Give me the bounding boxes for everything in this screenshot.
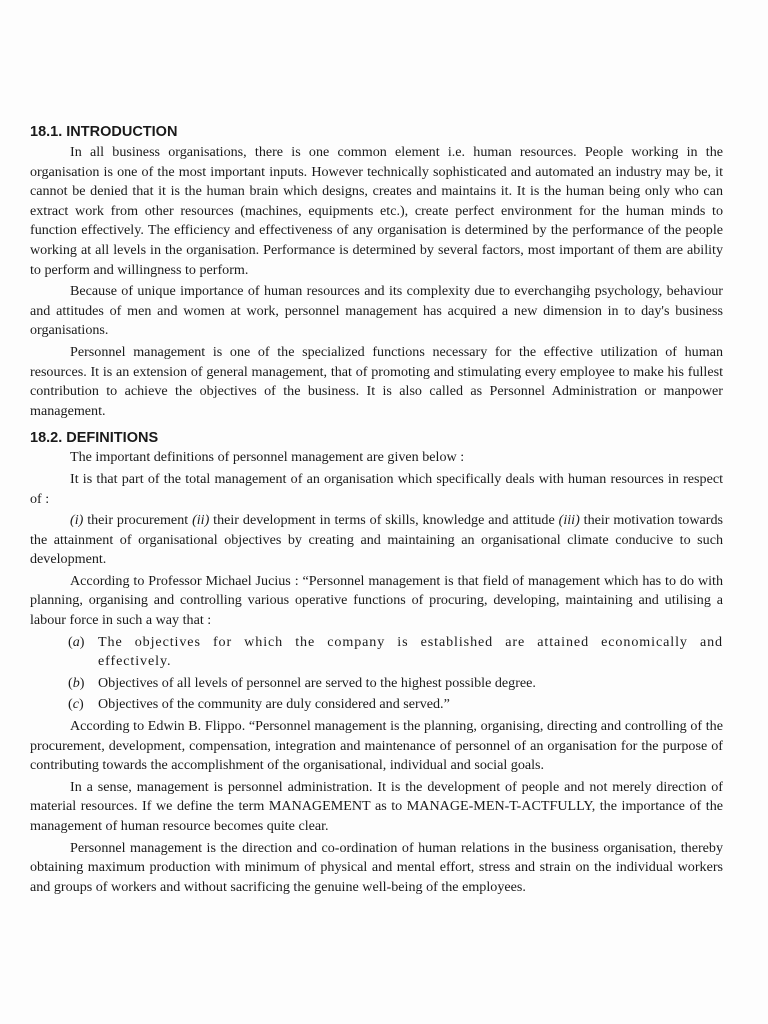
personnel-direction-paragraph: Personnel management is the direction and co-ordination of human relations in the business organisation, thereby obtaining maximum production with minimum of physical and mental effort, stress and strain on the individual workers and groups of workers and without sacrificing the genuine well-being of the employees. — [30, 839, 723, 895]
part-procurement: their procurement — [83, 512, 193, 529]
management-sense-paragraph: In a sense, management is personnel administration. It is the development of people and not merely direction of material resources. If we define the term MANAGEMENT as to MANAGE-MEN-T-ACTFULLY, the importance of the management of human resource becomes quite clear. — [30, 778, 723, 834]
list-item — [30, 674, 723, 694]
list-marker: (b) — [68, 674, 85, 691]
intro-paragraph-1: In all business organisations, there is one common element i.e. human resources. People working in the organisation is one of the most important inputs. However technically sophisticated and automated an industry may be, it cannot be denied that it is the human brain which designs, creates and maintains it. It is the human being only who can extract work from other resources (machines, equipments etc.), create perfect environment for the human minds to function effectively. The efficiency and effectiveness of any organisation is determined by the performance of the people working at all levels in the organisation. Performance is determined by several factors, most important of them are ability to perform and willingness to perform. — [30, 144, 723, 278]
list-item-text: The objectives for which the company is established are attained economically and effectively. — [98, 633, 723, 670]
list-marker: (a) — [68, 633, 85, 650]
definition-1: It is that part of the total management of an organisation which specifically deals with human resources in respect of : — [30, 470, 723, 507]
list-item-text: Objectives of all levels of personnel are served to the highest possible degree. — [98, 674, 536, 691]
list-marker: (c) — [68, 696, 84, 713]
definition-1-parts — [30, 511, 723, 570]
list-item-text: Objectives of the community are duly considered and served.” — [98, 696, 450, 713]
jucius-definition: According to Professor Michael Jucius : “Personnel management is that field of management which has to do with planning, organising and controlling various operative functions of procuring, developing, maintaining and utilising a labour force in such a way that : — [30, 572, 723, 629]
list-item — [30, 633, 723, 672]
part-motivation: their motivation towards the attainment of organisational objectives by creating and maintaining an organisational climate conducive to such development. — [30, 512, 723, 568]
part-development: their development in terms of skills, knowledge and attitude — [209, 512, 559, 529]
document-page — [30, 122, 723, 897]
intro-paragraph-3: Personnel management is one of the specialized functions necessary for the effective utilization of human resources. It is an extension of general management, that of promoting and stimulating every employee to make his fullest contribution to achieve the objectives of the business. It is also called as Personnel Administration or manpower management. — [30, 343, 723, 419]
section-heading-definitions: 18.2. DEFINITIONS — [30, 430, 159, 447]
marker-ii: (ii) — [192, 512, 210, 529]
marker-iii: (iii) — [558, 512, 580, 529]
jucius-objectives-list — [30, 633, 723, 715]
intro-paragraph-2: Because of unique importance of human resources and its complexity due to everchangihg psychology, behaviour and attitudes of men and women at work, personnel management has acquired a new dimension in to day's business organisations. — [30, 283, 723, 339]
marker-i: (i) — [70, 512, 84, 529]
section-heading-introduction: 18.1. INTRODUCTION — [30, 124, 178, 140]
flippo-definition: According to Edwin B. Flippo. “Personnel management is the planning, organising, directing and controlling of the procurement, development, compensation, integration and maintenance of personnel of an organisation for the purpose of contributing towards the accomplishment of the organisational, individual and social goals. — [30, 718, 723, 774]
list-item — [30, 695, 723, 715]
definitions-intro: The important definitions of personnel management are given below : — [70, 449, 465, 466]
